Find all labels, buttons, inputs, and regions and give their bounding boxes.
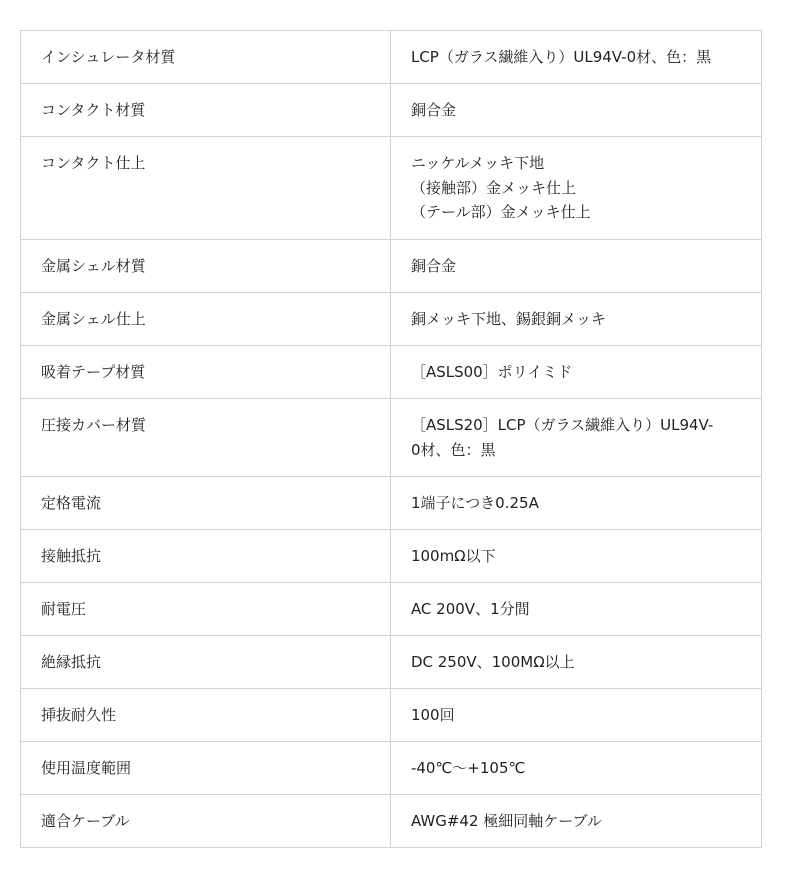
table-row [21, 795, 762, 848]
spec-label: 使用温度範囲 [21, 742, 391, 795]
table-row [21, 477, 762, 530]
spec-label: 接触抵抗 [21, 530, 391, 583]
spec-value-line: DC 250V、100MΩ以上 [410, 653, 575, 671]
spec-label: コンタクト材質 [21, 84, 391, 137]
table-row [21, 84, 762, 137]
spec-value [390, 530, 761, 583]
table-row [21, 31, 762, 84]
spec-label: 金属シェル材質 [21, 240, 391, 293]
table-row [21, 530, 762, 583]
spec-value-line: AC 200V、1分間 [410, 600, 530, 618]
table-row [21, 742, 762, 795]
spec-label: 定格電流 [21, 477, 391, 530]
spec-label: 耐電圧 [21, 583, 391, 636]
spec-value [390, 636, 761, 689]
table-row [21, 689, 762, 742]
table-row [21, 293, 762, 346]
spec-value [390, 84, 761, 137]
spec-value [390, 346, 761, 399]
spec-value-line: 100回 [410, 706, 455, 724]
spec-value [390, 795, 761, 848]
spec-label: 金属シェル仕上 [21, 293, 391, 346]
table-row [21, 240, 762, 293]
spec-label: 挿抜耐久性 [21, 689, 391, 742]
spec-value-line: 銅合金 [410, 101, 456, 119]
spec-value [390, 689, 761, 742]
spec-value [390, 293, 761, 346]
table-row [21, 583, 762, 636]
spec-value [390, 240, 761, 293]
spec-table [20, 30, 762, 848]
table-row [21, 346, 762, 399]
spec-label: 圧接カバー材質 [21, 399, 391, 477]
spec-value-line: 銅メッキ下地、錫銀銅メッキ [410, 310, 606, 328]
spec-value-line: （接触部）金メッキ仕上 [410, 178, 576, 197]
spec-value-line: （テール部）金メッキ仕上 [410, 203, 591, 221]
spec-value-line: LCP（ガラス繊維入り）UL94V-0材、色：黒 [410, 48, 712, 66]
table-row [21, 636, 762, 689]
table-row [21, 137, 762, 240]
spec-value [390, 583, 761, 636]
spec-label: コンタクト仕上 [21, 137, 391, 240]
spec-value [390, 477, 761, 530]
spec-label: 絶縁抵抗 [21, 636, 391, 689]
spec-value-line: 銅合金 [410, 257, 456, 275]
spec-value-line: 100mΩ以下 [410, 547, 496, 565]
spec-value [390, 742, 761, 795]
spec-value-line: 0材、色：黒 [410, 440, 496, 459]
spec-value-line: ［ASLS20］LCP（ガラス繊維入り）UL94V- [410, 416, 714, 434]
spec-value-line: -40℃〜+105℃ [410, 759, 526, 777]
spec-value-line: AWG#42 極細同軸ケーブル [410, 812, 602, 830]
spec-value-line: 1端子につき0.25A [410, 494, 539, 512]
spec-value [390, 399, 761, 477]
spec-label: 吸着テープ材質 [21, 346, 391, 399]
spec-value [390, 137, 761, 240]
spec-value [390, 31, 761, 84]
table-row [21, 399, 762, 477]
spec-label: 適合ケーブル [21, 795, 391, 848]
spec-value-line: ニッケルメッキ下地 [410, 154, 545, 172]
spec-label: インシュレータ材質 [21, 31, 391, 84]
spec-value-line: ［ASLS00］ポリイミド [410, 363, 573, 381]
